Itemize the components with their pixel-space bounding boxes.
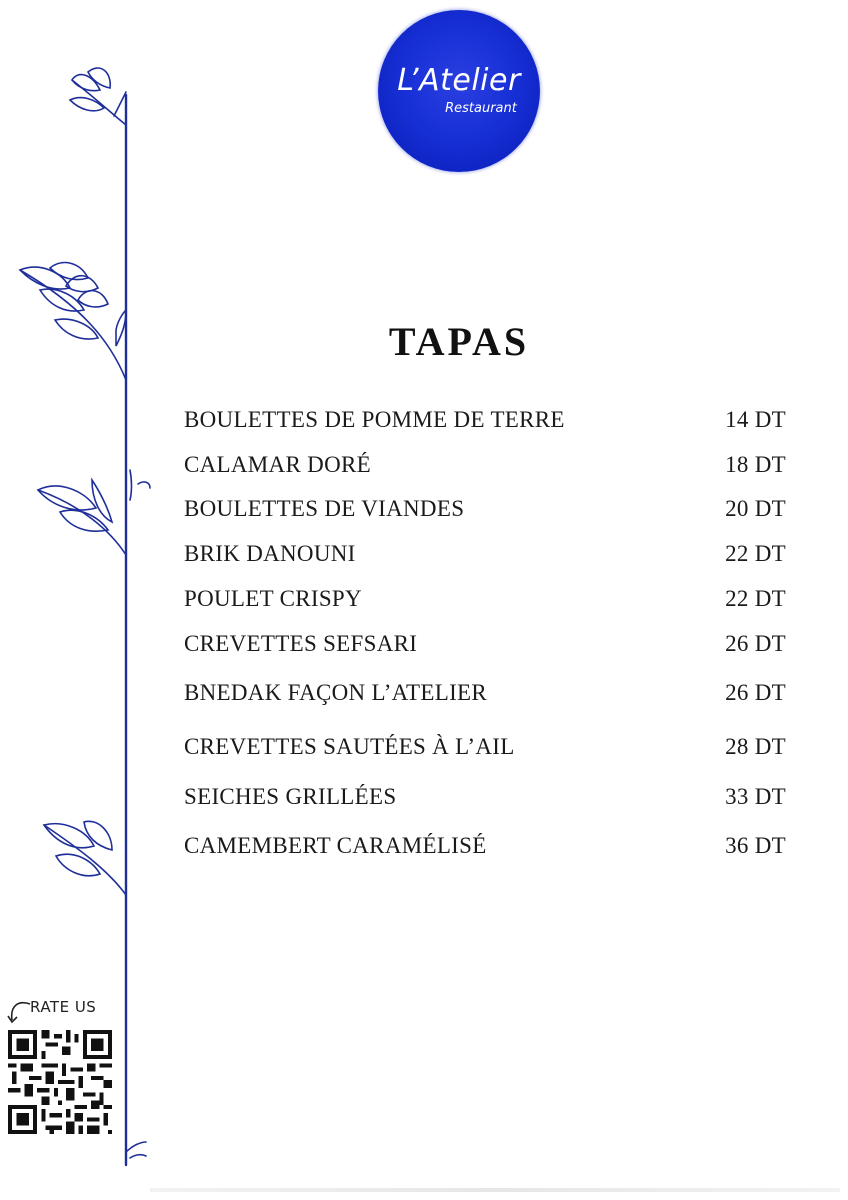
menu-item: [184, 784, 786, 814]
menu-item-price: 26 DT: [725, 631, 786, 656]
menu-item-price: 22 DT: [725, 586, 786, 611]
menu-item-price: 28 DT: [725, 734, 786, 759]
menu-item-name: SEICHES GRILLÉES: [184, 784, 397, 809]
menu-item-name: BOULETTES DE POMME DE TERRE: [184, 407, 565, 432]
menu-item: [184, 833, 786, 863]
menu-section-title: TAPAS: [388, 319, 530, 364]
curved-arrow-icon: [6, 998, 32, 1028]
menu-item-name: CALAMAR DORÉ: [184, 452, 371, 477]
menu-item-name: CAMEMBERT CARAMÉLISÉ: [184, 833, 487, 858]
rate-us-label: RATE US: [30, 998, 97, 1016]
menu-item-price: 33 DT: [725, 784, 786, 809]
menu-item-price: 14 DT: [725, 407, 786, 432]
logo-brand: L’Atelier: [397, 63, 521, 98]
logo-subtitle: Restaurant: [445, 101, 517, 116]
menu-item: [184, 452, 786, 482]
menu-item: [184, 734, 786, 764]
menu-item-name: CREVETTES SEFSARI: [184, 631, 418, 656]
menu-item-name: BRIK DANOUNI: [184, 541, 356, 566]
menu-item: [184, 680, 786, 710]
menu-item-name: BOULETTES DE VIANDES: [184, 496, 465, 521]
menu-item: [184, 407, 786, 437]
menu-item: [184, 631, 786, 661]
menu-item-price: 20 DT: [725, 496, 786, 521]
menu-item: [184, 541, 786, 571]
footer-divider: [150, 1188, 840, 1192]
menu-item-price: 36 DT: [725, 833, 786, 858]
menu-item-price: 26 DT: [725, 680, 786, 705]
restaurant-logo: [378, 10, 540, 172]
menu-item-name: POULET CRISPY: [184, 586, 362, 611]
menu-item-price: 18 DT: [725, 452, 786, 477]
rate-qr-code[interactable]: [8, 1030, 112, 1134]
menu-item: [184, 496, 786, 526]
menu-item: [184, 586, 786, 616]
menu-item-name: CREVETTES SAUTÉES À L’AIL: [184, 734, 515, 759]
menu-item-price: 22 DT: [725, 541, 786, 566]
menu-item-name: BNEDAK FAÇON L’ATELIER: [184, 680, 488, 705]
